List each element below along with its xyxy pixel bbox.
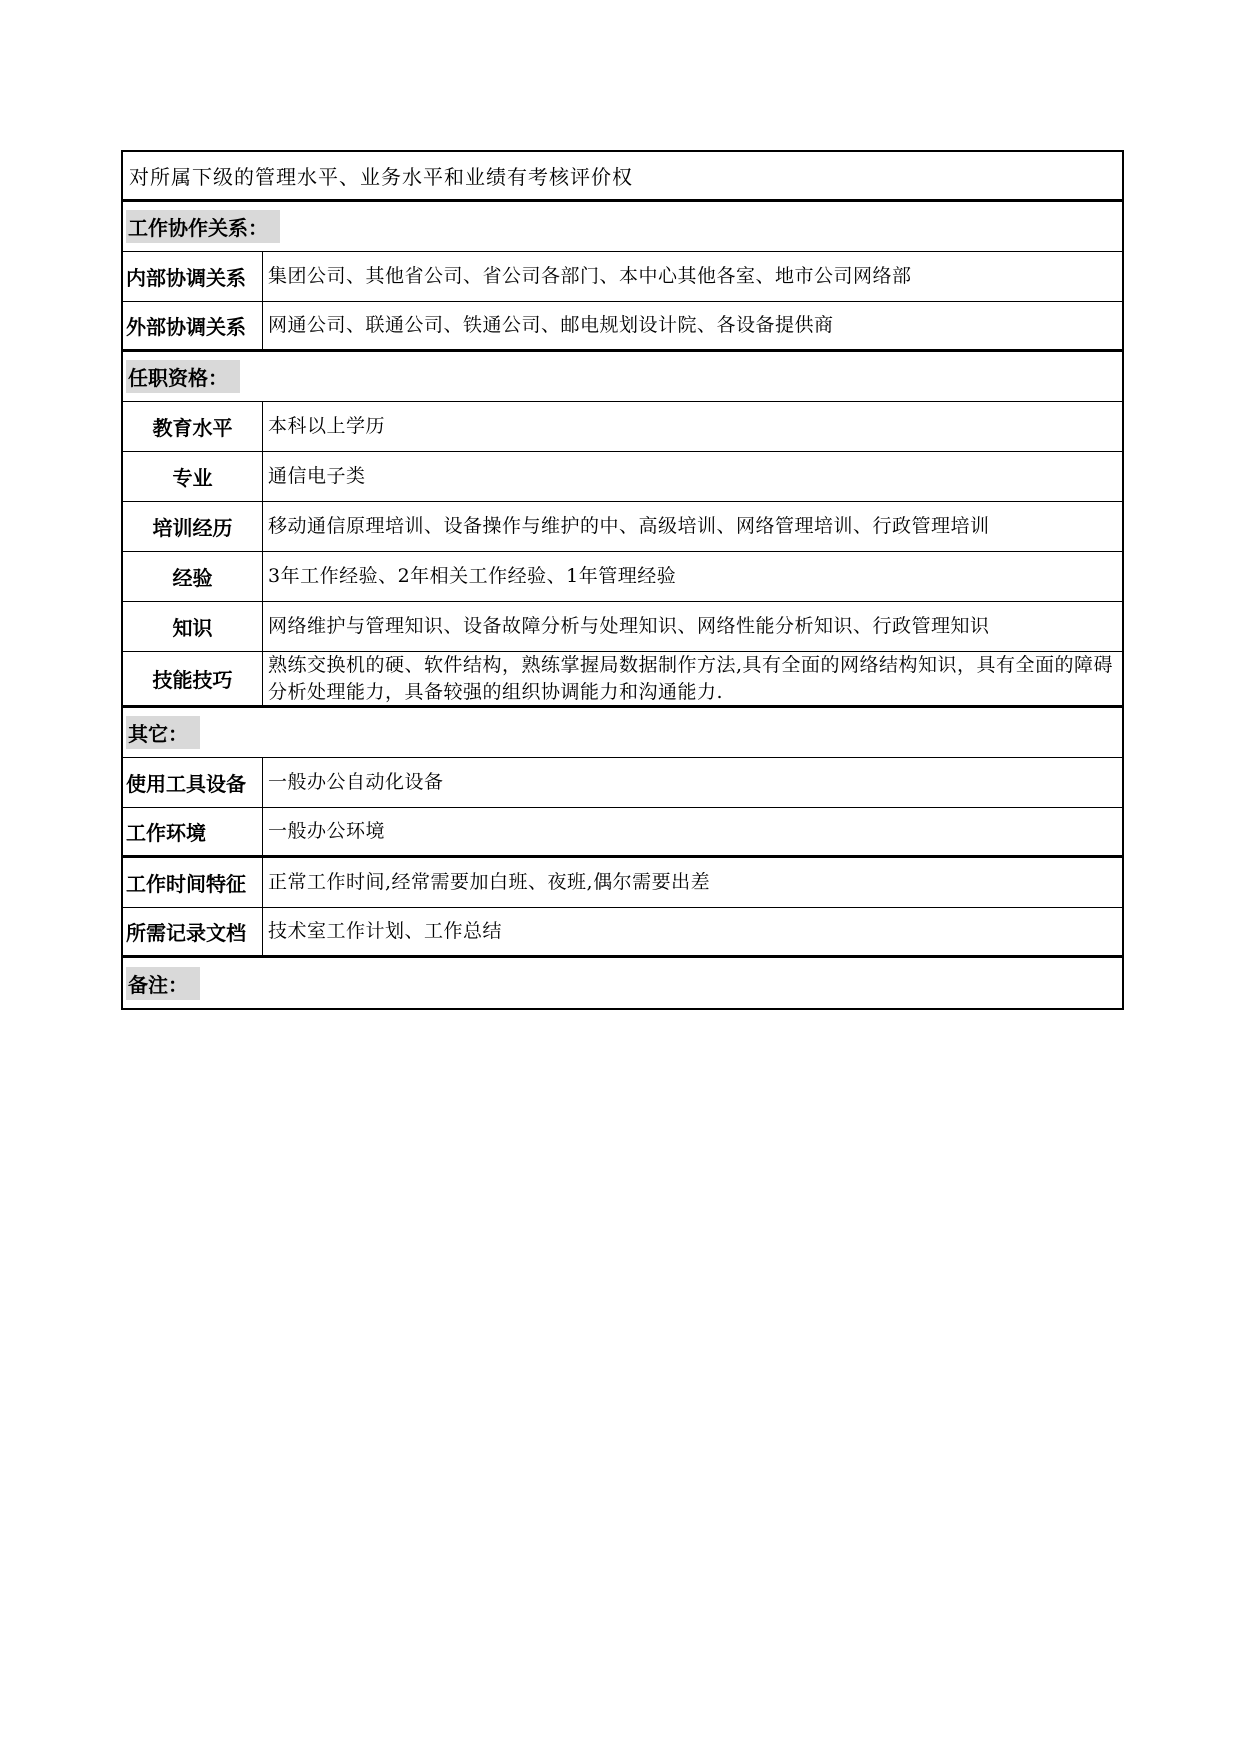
knowledge-value: 网络维护与管理知识、设备故障分析与处理知识、网络性能分析知识、行政管理知识: [268, 615, 990, 637]
training-value: 移动通信原理培训、设备操作与维护的中、高级培训、网络管理培训、行政管理培训: [268, 515, 990, 537]
qualifications-section-title: 任职资格：: [126, 360, 240, 393]
authority-row: [123, 152, 1122, 202]
skills-row: [123, 652, 1122, 708]
internal-coordination-value: 集团公司、其他省公司、省公司各部门、本中心其他各室、地市公司网络部: [268, 265, 912, 287]
external-coordination-row: [123, 302, 1122, 352]
education-label: 教育水平: [123, 402, 263, 451]
cooperation-section-title: 工作协作关系：: [126, 210, 280, 243]
skills-value: 熟练交换机的硬、软件结构，熟练掌握局数据制作方法,具有全面的网络结构知识，具有全面的障碍分析处理能力，具备较强的组织协调能力和沟通能力.: [268, 653, 1114, 703]
experience-row: [123, 552, 1122, 602]
cooperation-section-header: [123, 202, 1122, 252]
internal-coordination-row: [123, 252, 1122, 302]
other-section-header: [123, 708, 1122, 758]
authority-text: 对所属下级的管理水平、业务水平和业绩有考核评价权: [129, 165, 633, 189]
records-label: 所需记录文档: [123, 908, 263, 955]
skills-label: 技能技巧: [123, 652, 263, 705]
remarks-row: [123, 958, 1122, 1008]
records-value: 技术室工作计划、工作总结: [268, 920, 503, 942]
external-coordination-label: 外部协调关系: [123, 302, 263, 349]
environment-row: [123, 808, 1122, 858]
training-label: 培训经历: [123, 502, 263, 551]
tools-row: [123, 758, 1122, 808]
experience-value: 3年工作经验、2年相关工作经验、1年管理经验: [268, 565, 677, 587]
qualifications-section-header: [123, 352, 1122, 402]
knowledge-row: [123, 602, 1122, 652]
major-label: 专业: [123, 452, 263, 501]
education-row: [123, 402, 1122, 452]
major-row: [123, 452, 1122, 502]
major-value: 通信电子类: [268, 465, 366, 487]
education-value: 本科以上学历: [268, 415, 386, 437]
internal-coordination-label: 内部协调关系: [123, 252, 263, 301]
working-hours-value: 正常工作时间,经常需要加白班、夜班,偶尔需要出差: [268, 871, 711, 893]
environment-label: 工作环境: [123, 808, 263, 855]
external-coordination-value: 网通公司、联通公司、铁通公司、邮电规划设计院、各设备提供商: [268, 314, 834, 336]
working-hours-label: 工作时间特征: [123, 858, 263, 907]
records-row: [123, 908, 1122, 958]
experience-label: 经验: [123, 552, 263, 601]
training-row: [123, 502, 1122, 552]
job-description-table: [121, 150, 1124, 1010]
remarks-title: 备注：: [126, 967, 200, 1000]
working-hours-row: [123, 858, 1122, 908]
environment-value: 一般办公环境: [268, 820, 386, 842]
other-section-title: 其它：: [126, 716, 200, 749]
knowledge-label: 知识: [123, 602, 263, 651]
tools-label: 使用工具设备: [123, 758, 263, 807]
tools-value: 一般办公自动化设备: [268, 771, 444, 793]
